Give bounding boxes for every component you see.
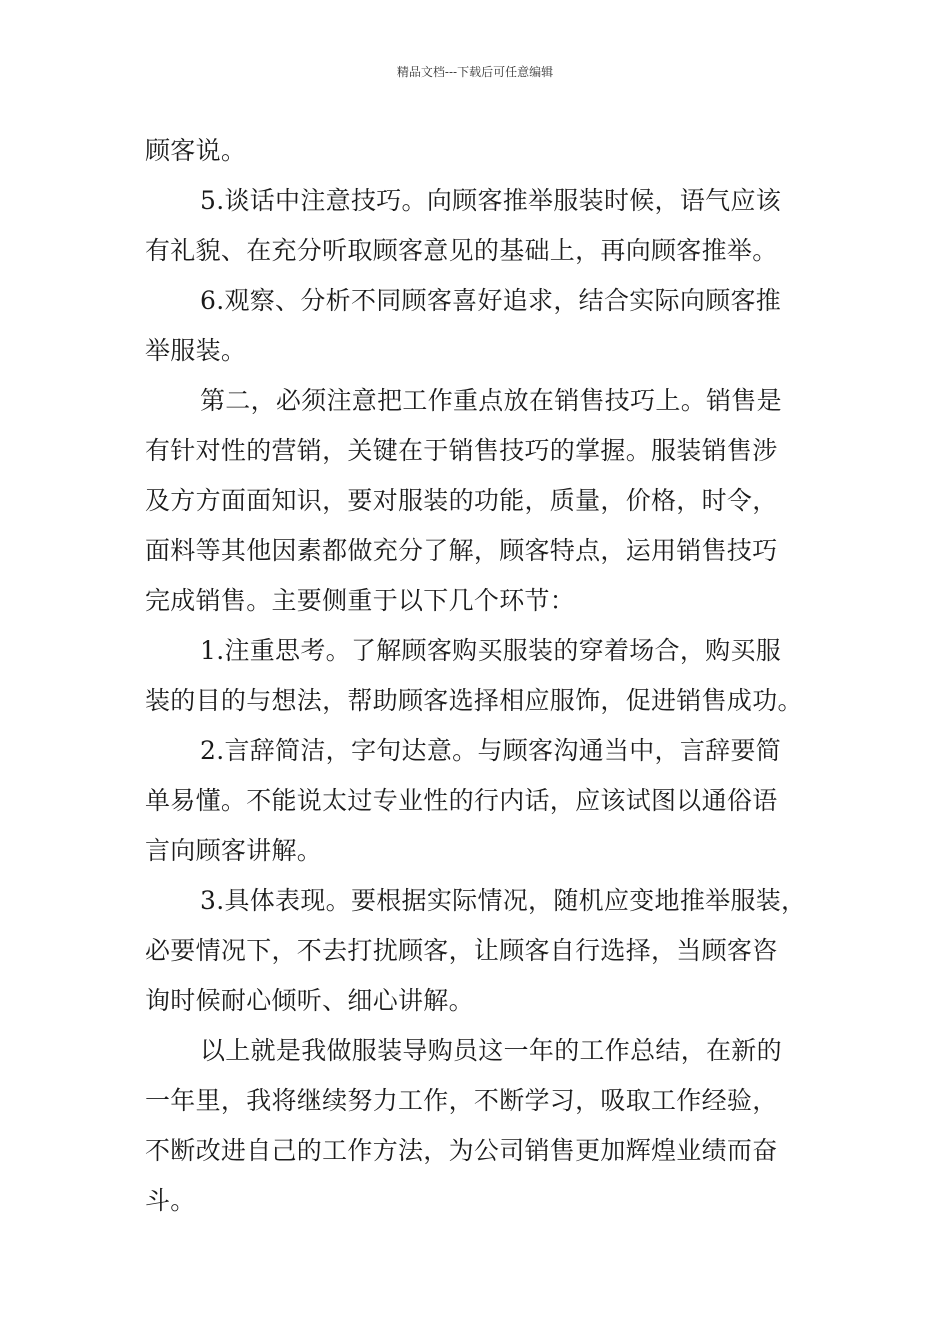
text-line: 完成销售。主要侧重于以下几个环节： — [145, 586, 576, 615]
text-line: 言向顾客讲解。 — [145, 836, 323, 865]
text-line: 举服装。 — [145, 336, 247, 365]
text-line: 5.谈话中注意技巧。向顾客推举服装时候，语气应该 — [200, 186, 782, 215]
text-line: 询时候耐心倾听、细心讲解。 — [145, 986, 474, 1015]
text-line: 1.注重思考。了解顾客购买服装的穿着场合，购买服 — [200, 636, 782, 665]
text-line: 以上就是我做服装导购员这一年的工作总结，在新的 — [200, 1036, 782, 1065]
text-line: 2.言辞简洁，字句达意。与顾客沟通当中，言辞要简 — [200, 736, 782, 765]
text-line: 斗。 — [145, 1186, 196, 1215]
text-line: 3.具体表现。要根据实际情况，随机应变地推举服装， — [200, 886, 807, 915]
page-header: 精品文档---下载后可任意编辑 — [396, 65, 554, 79]
text-line: 及方方面面知识，要对服装的功能，质量，价格，时令， — [145, 486, 778, 515]
text-line: 一年里，我将继续努力工作，不断学习，吸取工作经验， — [145, 1086, 778, 1115]
text-line: 有礼貌、在充分听取顾客意见的基础上，再向顾客推举。 — [145, 236, 778, 265]
text-line: 必要情况下，不去打扰顾客，让顾客自行选择，当顾客咨 — [145, 936, 778, 965]
text-line: 装的目的与想法，帮助顾客选择相应服饰，促进销售成功。 — [145, 686, 803, 715]
document-body — [145, 126, 811, 1226]
text-line: 6.观察、分析不同顾客喜好追求，结合实际向顾客推 — [200, 286, 782, 315]
text-line: 面料等其他因素都做充分了解，顾客特点，运用销售技巧 — [145, 536, 778, 565]
text-line: 有针对性的营销，关键在于销售技巧的掌握。服装销售涉 — [145, 436, 778, 465]
text-line: 第二，必须注意把工作重点放在销售技巧上。销售是 — [200, 386, 782, 415]
text-line: 单易懂。不能说太过专业性的行内话，应该试图以通俗语 — [145, 786, 778, 815]
text-line: 不断改进自己的工作方法，为公司销售更加辉煌业绩而奋 — [145, 1136, 778, 1165]
text-line: 顾客说。 — [145, 136, 247, 165]
